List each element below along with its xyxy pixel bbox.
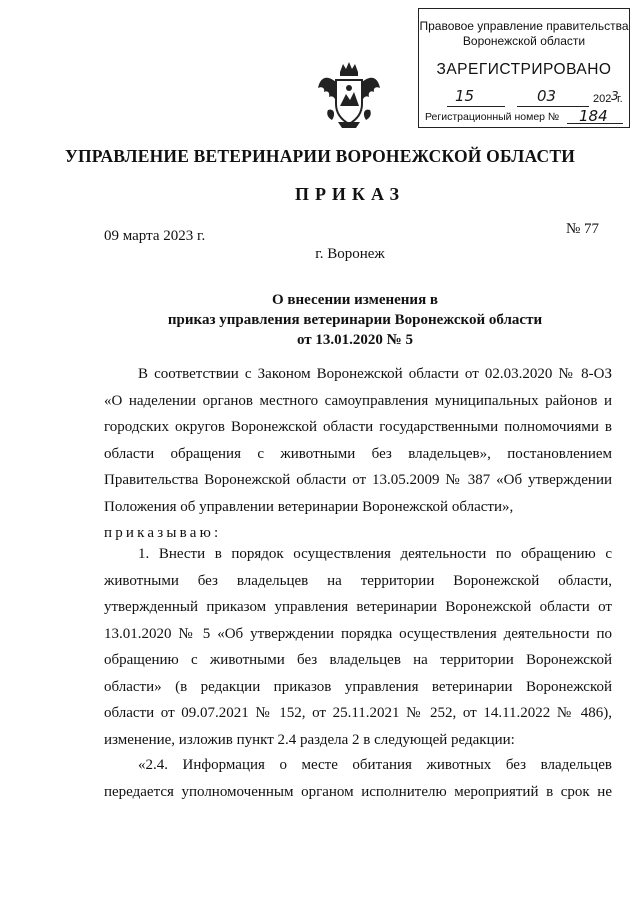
paragraph-line: изменение, изложив пункт 2.4 раздела 2 в следующей редакции: [104,731,515,748]
document-date: 09 марта 2023 г. [104,228,206,244]
paragraph-item-1 [104,541,612,753]
registration-stamp [418,8,630,128]
stamp-org-line2: Воронежской области [462,34,586,48]
stamp-reg-number: 184 [579,107,608,125]
paragraph-line: обращению с животными без владельцев на территории Воронежской [104,652,612,668]
paragraph-line: городских округов Воронежской области государственными полномочиями в [104,419,612,435]
orders-word: приказываю: [104,525,222,541]
subject-line-3: от 13.01.2020 № 5 [297,332,413,348]
paragraph-line: передается уполномоченным органом исполнителю мероприятий в срок не [104,783,612,800]
stamp-month: 03 [537,87,557,105]
stamp-year-hand: 3 [611,89,619,103]
stamp-reg-label: Регистрационный номер № [425,111,560,123]
paragraph-line: 13.01.2020 № 5 «Об утверждении порядка осуществления деятельности по [104,625,612,642]
document-type: ПРИКАЗ [294,184,406,204]
subject-line-2: приказ управления ветеринарии Воронежской области [167,312,543,328]
paragraph-line: Правительства Воронежской области от 13.05.2009 № 387 «Об утверждении [104,472,612,488]
paragraph-line: «2.4. Информация о месте обитания животных без владельцев [138,757,612,773]
paragraph-line: Положения об управлении ветеринарии Воронежской области», [104,498,514,515]
stamp-status: ЗАРЕГИСТРИРОВАНО [436,61,612,78]
coat-of-arms-emblem [316,60,382,130]
stamp-year-g: г. [617,93,623,105]
paragraph-line: животными без владельцев на территории Воронежской области, [104,572,612,589]
paragraph-line: 1. Внести в порядок осуществления деятельности по обращению с [138,546,612,562]
stamp-org-line1: Правовое управление правительства [419,19,629,33]
subject-line-1: О внесении изменения в [271,292,439,308]
paragraph-preamble [104,361,612,547]
paragraph-line: В соответствии с Законом Воронежской области от 02.03.2020 № 8-ОЗ [138,366,612,382]
document-city: г. Воронеж [315,246,385,262]
paragraph-line: области от 09.07.2021 № 152, от 25.11.2021 № 252, от 14.11.2022 № 486), [104,705,612,721]
document-number: № 77 [566,221,600,237]
organization-title: УПРАВЛЕНИЕ ВЕТЕРИНАРИИ ВОРОНЕЖСКОЙ ОБЛАСТИ [64,146,576,166]
stamp-date [447,87,627,107]
stamp-day: 15 [455,87,475,105]
paragraph-line: области» (в редакции приказов управления ветеринарии Воронежской [104,678,612,695]
paragraph-item-2-4 [104,752,612,805]
document-subject [120,290,590,350]
paragraph-line: утвержденный приказом управления ветеринарии Воронежской области от [104,599,612,615]
paragraph-line: области обращения с животными без владельцев», постановлением [104,445,612,462]
paragraph-line: «О наделении органов местного самоуправления муниципальных районов и [104,392,612,409]
stamp-year-prefix: 202 [593,93,612,105]
